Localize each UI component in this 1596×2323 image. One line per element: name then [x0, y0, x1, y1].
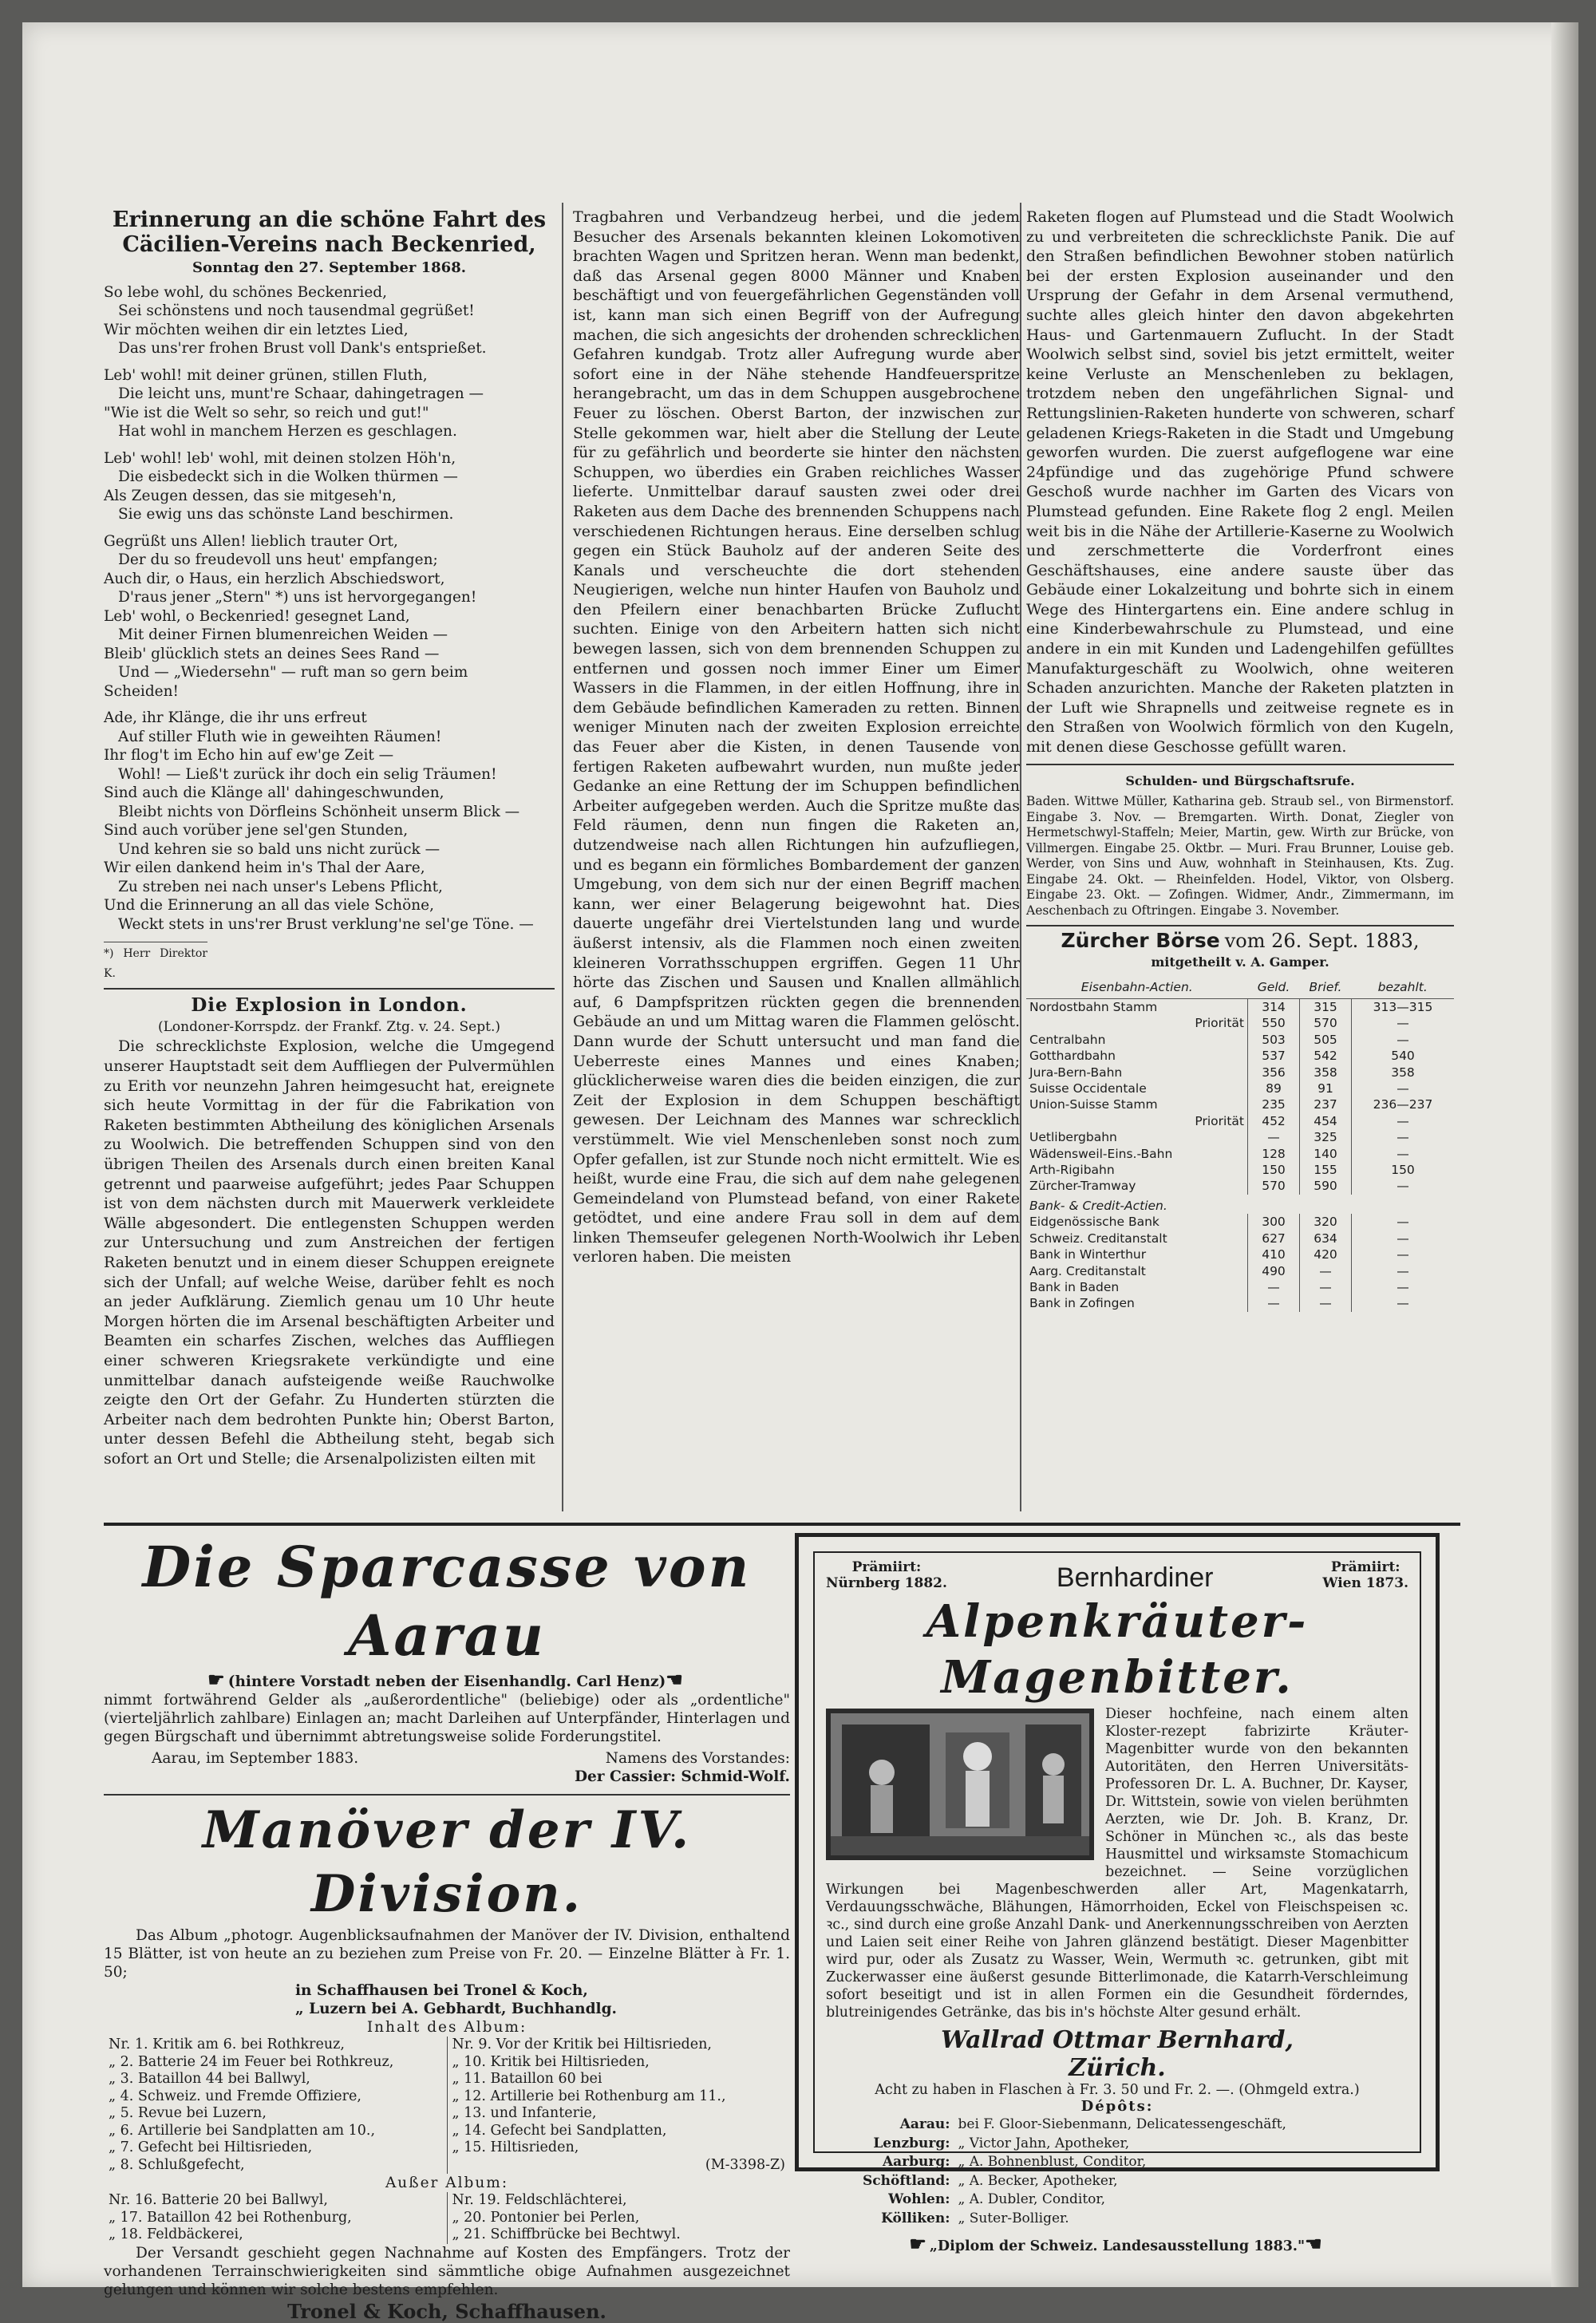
table-cell: 634	[1300, 1231, 1352, 1246]
table-cell: —	[1300, 1263, 1352, 1279]
stock-exchange-header	[1026, 931, 1454, 953]
stock-exchange-title: Zürcher Börse	[1061, 929, 1220, 953]
table-cell: 537	[1248, 1048, 1300, 1064]
table-cell: Zürcher-Tramway	[1029, 1179, 1136, 1194]
table-cell: 452	[1248, 1113, 1300, 1129]
table-cell: Union-Suisse Stamm	[1029, 1097, 1158, 1112]
article-title: Die Explosion in London.	[191, 994, 468, 1017]
list-item: Nr. 19. Feldschlächterei,	[452, 2192, 627, 2208]
list-item: „ 12. Artillerie bei Rothenburg am 11.,	[452, 2088, 726, 2104]
poem-line: Auch dir, o Haus, ein herzlich Abschiedswort,	[104, 570, 445, 587]
table-row	[1026, 1263, 1454, 1279]
article-source: (Londoner-Korrspdz. der Frankf. Ztg. v. 24. Sept.)	[158, 1018, 500, 1035]
table-cell: Centralbahn	[1029, 1032, 1106, 1047]
article-text-part-1: Die schrecklichste Explosion, welche die Umgegend unserer Hauptstadt seit dem Auffliegen der Pulvermühlen zu Erith vor neunzehn Jahren heimgesucht hat, ereignete sich heute Vormittag in der für die Fabrikation von Raketen bestimmten Abtheilung des königlichen Arsenals zu Woolwich. Die betreffenden Schuppen sind von den übrigen Theilen des Arsenals durch einen breiten Kanal getrennt und paarweise aufgeführt; jedes Paar Schuppen ist von dem nächsten durch mit Mauerwerk verkleidete Wälle abgesondert. Die entlegensten Schuppen werden zur Untersuchung und zum Anstreichen der fertigen Raketen benutzt und in einem dieser Schuppen ereignete sich der Unfall; auf welche Weise, darüber fehlt es noch an jeder Aufklärung. Ziemlich genau um 10 Uhr heute Morgen hörten die im Arsenal beschäftigten Arbeiter und Beamten ein scharfes Zischen, welches das Auffliegen einer schweren Kriegsrakete verkündigte und eine unmittelbar danach aufsteigende weiße Rauchwolke zeigte den Ort der Gefahr. Zu Hunderten stürzten die Arbeiter nach dem bedrohten Punkte hin; Oberst Barton, unter dessen Befehl die Abtheilung steht, begab sich sofort an Ort und Stelle; die Arsenalpolizisten eilten mit	[104, 1037, 555, 1468]
table-cell: 550	[1248, 1015, 1300, 1031]
table-cell: Bank in Zofingen	[1029, 1296, 1135, 1311]
table-cell: —	[1352, 1113, 1455, 1129]
manoeuvre-shop-1: in Schaffhausen bei Tronel & Koch,	[295, 1982, 588, 1999]
bitter-title: Alpenkräuter-Magenbitter.	[926, 1595, 1309, 1704]
table-row	[1026, 1129, 1454, 1145]
newspaper-page	[22, 22, 1578, 2323]
poem-stanza	[104, 709, 555, 934]
table-cell: 140	[1300, 1146, 1352, 1162]
depot-town: Schöftland:	[863, 2172, 950, 2189]
manoeuvre-footer: Der Versandt geschieht gegen Nachnahme auf Kosten des Empfängers. Trotz der vorhandenen Terrainschwierigkeiten sind sämmtliche obige Aufnahmen ausgezeichnet gelungen und können wir solche bestens empfehlen.	[104, 2244, 790, 2298]
col-header: Eisenbahn-Actien.	[1026, 977, 1248, 998]
table-cell: 570	[1300, 1015, 1352, 1031]
depot-shop: „ A. Dubler, Conditor,	[958, 2191, 1106, 2207]
poem-line: Mit deiner Firnen blumenreichen Weiden —	[118, 626, 448, 644]
table-row	[1026, 1032, 1454, 1048]
table-cell: Arth-Rigibahn	[1029, 1163, 1115, 1178]
manoeuvre-extra	[104, 2192, 790, 2244]
table-cell: 410	[1248, 1246, 1300, 1262]
table-cell: 155	[1300, 1162, 1352, 1178]
savings-bank-sign-row	[104, 1749, 790, 1768]
list-item: „ 10. Kritik bei Hiltisrieden,	[452, 2053, 650, 2070]
advert-savings-bank	[104, 1533, 790, 2321]
manoeuvre-contents	[104, 2037, 790, 2174]
savings-bank-address: ☛ (hintere Vorstadt neben der Eisenhandlg. Carl Henz)☚	[207, 1668, 683, 1691]
table-cell: Gotthardbahn	[1029, 1049, 1116, 1064]
table-cell: Suisse Occidentale	[1029, 1081, 1147, 1096]
table-row	[1026, 1231, 1454, 1246]
list-item: Nr. 9. Vor der Kritik bei Hiltisrieden,	[452, 2037, 712, 2052]
poem-line: Und — „Wiedersehn" — ruft man so gern beim	[118, 664, 468, 681]
list-item: „ 2. Batterie 24 im Feuer bei Rothkreuz,	[109, 2053, 394, 2070]
table-cell: 314	[1248, 999, 1300, 1016]
section-rule	[1026, 925, 1454, 926]
poem-line: Die leicht uns, munt're Schaar, dahingetragen —	[118, 385, 484, 403]
poem-line: Das uns'rer frohen Brust voll Dank's entsprießet.	[118, 340, 487, 358]
table-cell: 358	[1300, 1065, 1352, 1081]
stock-exchange-source: mitgetheilt v. A. Gamper.	[1151, 954, 1329, 970]
table-cell: Schweiz. Creditanstalt	[1029, 1231, 1167, 1246]
table-row	[1026, 1015, 1454, 1031]
poem-line: Leb' wohl! leb' wohl, mit deinen stolzen Höh'n,	[104, 449, 456, 467]
table-cell: —	[1352, 1015, 1455, 1031]
table-cell: 315	[1300, 999, 1352, 1016]
table-cell: 356	[1248, 1065, 1300, 1081]
list-item: Nr. 16. Batterie 20 bei Ballwyl,	[109, 2192, 328, 2208]
poem-line: Als Zeugen dessen, das sie mitgeseh'n,	[104, 487, 397, 504]
table-cell: 454	[1300, 1113, 1352, 1129]
poem-stanza	[104, 366, 555, 441]
poem-stanza	[104, 449, 555, 524]
table-cell: —	[1352, 1246, 1455, 1262]
advert-stomach-bitter-frame	[813, 1551, 1421, 2255]
table-cell: Nordostbahn Stamm	[1029, 1000, 1158, 1014]
poem-line: So lebe wohl, du schönes Beckenried,	[104, 283, 387, 301]
poem-line: Sind auch vorüber jene sel'gen Stunden,	[104, 822, 409, 840]
table-cell: 150	[1352, 1162, 1455, 1178]
depot-town: Wohlen:	[888, 2191, 950, 2207]
list-item: „ 3. Bataillon 44 bei Ballwyl,	[109, 2071, 310, 2087]
table-cell: 420	[1300, 1246, 1352, 1262]
bitter-text: Dieser hochfeine, nach einem alten Kloster-rezept fabrizirte Kräuter-Magenbitter wurde von den bekannten Autoritäten, den Herren Universitäts-Professoren Dr. L. A. Buchner, Dr. Kayser, Dr. Wittstein, sowie von vielen berühmten Aerzten, wie Dr. Joh. B. Kranz, Dr. Schöner in München ꝛc., als das beste Hausmittel und wirksamste Stomachicum bezeichnet. — Seine vorzüglichen Wirkungen bei Magenbeschwerden aller Art, Magenkatarrh, Verdauungsschwäche, Blähungen, Hämorrhoiden, Eckel von Fleischspeisen ꝛc. ꝛc., sind durch eine große Anzahl Dank- und Anerkennungsschreiben von Aerzten und Laien seit einer Reihe von Jahren glänzend bestätigt. Dieser Magenbitter wird pur, oder als Zusatz zu Wasser, Wein, Wermuth ꝛc. getrunken, gibt mit Zuckerwasser eine äußerst gesunde Bitterlimonade, die Katarrh-Verschleimung sofort beseitigt und ist in allen Formen ein die Gesundheit förderndes, blutreinigendes Getränke, das bis in's höchste Alter gesund erhält.	[826, 1706, 1408, 2021]
table-cell: —	[1248, 1129, 1300, 1145]
poem-date: Sonntag den 27. September 1868.	[192, 259, 466, 276]
depot-row	[859, 2135, 1290, 2153]
table-cell: —	[1352, 1231, 1455, 1246]
table-cell: Bank in Baden	[1029, 1279, 1120, 1294]
table-cell: —	[1300, 1295, 1352, 1311]
table-cell: 590	[1300, 1178, 1352, 1194]
depot-town: Aarau:	[899, 2116, 950, 2132]
poem-line: Sei schönstens und noch tausendmal gegrüßet!	[118, 302, 475, 320]
table-row	[1026, 1162, 1454, 1178]
table-cell: 236—237	[1352, 1096, 1455, 1112]
table-cell: Bank in Winterthur	[1029, 1247, 1147, 1262]
monastery-woodcut-image	[826, 1709, 1094, 1860]
column-rule-2	[1020, 203, 1021, 1511]
col-header: bezahlt.	[1352, 977, 1455, 998]
poem-line: Ihr flog't im Echo hin auf ew'ge Zeit —	[104, 747, 394, 764]
table-cell: 627	[1248, 1231, 1300, 1246]
poem-line: Auf stiller Fluth wie in geweihten Räumen!	[118, 728, 442, 745]
bitter-brand: Bernhardiner	[1056, 1562, 1214, 1593]
table-cell: Uetlibergbahn	[1029, 1130, 1117, 1145]
savings-bank-cashier: Der Cassier: Schmid-Wolf.	[574, 1768, 790, 1785]
list-item: „ 17. Bataillon 42 bei Rothenburg,	[109, 2209, 352, 2226]
table-cell: 542	[1300, 1048, 1352, 1064]
table-cell: 505	[1300, 1032, 1352, 1048]
depot-row	[859, 2116, 1290, 2134]
table-cell: —	[1352, 1032, 1455, 1048]
list-item: „ 11. Bataillon 60 bei	[452, 2071, 602, 2087]
table-row	[1026, 1096, 1454, 1112]
award-left-label: Prämiirt:	[851, 1559, 922, 1575]
table-cell: —	[1352, 1178, 1455, 1194]
depot-shop: „ Suter-Bolliger.	[958, 2210, 1069, 2226]
table-cell: 325	[1300, 1129, 1352, 1145]
table-cell: 320	[1300, 1214, 1352, 1230]
table-cell: —	[1352, 1146, 1455, 1162]
award-right	[1322, 1559, 1408, 1591]
poem-line: Gegrüßt uns Allen! lieblich trauter Ort,	[104, 532, 398, 550]
advert-stomach-bitter	[795, 1533, 1440, 2255]
table-row	[1026, 1113, 1454, 1129]
table-cell: —	[1300, 1279, 1352, 1295]
section-rule	[104, 988, 555, 990]
manoeuvre-extra-title: Außer Album:	[385, 2175, 509, 2191]
table-cell: 313—315	[1352, 999, 1455, 1016]
list-item: (M-3398-Z)	[705, 2156, 785, 2173]
poem-line: Und kehren sie so bald uns nicht zurück —	[118, 840, 440, 858]
table-row	[1026, 1065, 1454, 1081]
depot-town: Aarburg:	[882, 2154, 950, 2170]
poem-stanza	[104, 532, 555, 701]
table-cell: Eidgenössische Bank	[1029, 1215, 1159, 1230]
list-item: „ 20. Pontonier bei Perlen,	[452, 2209, 640, 2226]
poem-line: Scheiden!	[104, 682, 179, 700]
poem-line: Weckt stets in uns'rer Brust verklung'ne sel'ge Töne. —	[118, 915, 534, 933]
depot-list	[858, 2115, 1291, 2229]
list-item: „ 4. Schweiz. und Fremde Offiziere,	[109, 2088, 361, 2104]
poem-line: Sie ewig uns das schönste Land beschirmen.	[118, 506, 454, 523]
poem-title-line-2: Cäcilien-Vereins nach Beckenried,	[122, 232, 536, 257]
list-item: „ 13. und Infanterie,	[452, 2105, 597, 2121]
table-cell: 128	[1248, 1146, 1300, 1162]
award-right-place: Wien 1873.	[1322, 1575, 1408, 1591]
list-item: „ 5. Revue bei Luzern,	[109, 2105, 267, 2121]
list-item: „ 6. Artillerie bei Sandplatten am 10.,	[109, 2122, 376, 2139]
depot-shop: „ A. Bohnenblust, Conditor,	[958, 2154, 1147, 2170]
manoeuvre-intro: Das Album „photogr. Augenblicksaufnahmen der Manöver der IV. Division, enthaltend 15 Blätter, ist von heute an zu beziehen zum Preise von Fr. 20. — Einzelne Blätter à Fr. 1. 50;	[104, 1927, 790, 1981]
list-item: Nr. 1. Kritik am 6. bei Rothkreuz,	[109, 2037, 345, 2052]
poem-title-line-1: Erinnerung an die schöne Fahrt des	[112, 207, 547, 232]
depot-row	[859, 2154, 1290, 2171]
poem-line: Wir möchten weihen dir ein letztes Lied,	[104, 321, 409, 338]
debt-notice-title: Schulden- und Bürgschaftsrufe.	[1125, 772, 1355, 788]
depot-row	[859, 2210, 1290, 2228]
pointing-hand-icon: ☛	[909, 2232, 926, 2255]
poem-line: Bleibt nichts von Dörfleins Schönheit unserm Blick —	[118, 803, 520, 820]
poem-line: Wohl! — Ließ't zurück ihr doch ein selig Träumen!	[118, 765, 497, 783]
award-left	[826, 1559, 947, 1591]
table-row	[1026, 1214, 1454, 1230]
table-row	[1026, 1146, 1454, 1162]
article-text-part-2: Tragbahren und Verbandzeug herbei, und die jedem Besucher des Arsenals bekannten kleinen Lokomotiven brachten Wagen und Spritzen heran. Wenn man bedenkt, daß das Arsenal gegen 8000 Männer und Knaben beschäftigt und von feuergefährlichen Gegenständen voll ist, kann man sich einen Begriff von der Aufregung machen, die sich angesichts der drohenden schrecklichen Gefahren kundgab. Trotz aller Aufregung wurde aber sofort eine in der Nähe stehende Handfeuerspritze herangebracht, um das in dem Schuppen ausgebrochene Feuer zu löschen. Oberst Barton, der inzwischen zur Stelle gekommen war, hielt aber die Stellung der Leute für zu gefährlich und beorderte sie hinter den nächsten Schuppen, wo überdies ein Graben reichliches Wasser lieferte. Unmittelbar darauf sausten zwei oder drei Raketen aus dem Dache des brennenden Schuppens nach verschiedenen Richtungen heraus. Eine derselben schlug gegen ein Stück Bauholz auf der anderen Seite des Kanals und verscheuchte die dort stehenden Neugierigen, welche nun hinter Haufen von Bauholz und den Pfeilern einer benachbarten Brücke Zuflucht suchten. Einige von den Arbeitern hatten sich nicht bewegen lassen, sich von dem brennenden Schuppen zu entfernen und gossen noch immer Einer um Eimer Wassers in die Flammen, in der eitlen Hoffnung, ihre in dem Gebäude befindlichen Kameraden zu retten. Binnen weniger Minuten nach der zweiten Explosion erreichte das Feuer aber die Kisten, in denen Tausende von fertigen Raketen aufbewahrt wurden, nun mußte jeder Gedanke an eine Rettung der im Schuppen befindlichen Arbeiter aufgegeben werden. Auch die Spritze mußte das Feld räumen, denn nun fingen die Raketen an, dutzendweise nach allen Richtungen hin aufzufliegen, und es begann ein förmliches Bombardement der ganzen Umgebung, von dem sich nur der einen Begriff machen kann, wer einer Belagerung beigewohnt hat. Dies dauerte ungefähr drei Viertelstunden lang und wurde äußerst intensiv, als die Flammen noch einen zweiten kleineren Vorrathsschuppen ergriffen. Gegen 11 Uhr hörte das Zischen und Sausen und Knallen allmählich auf, 6 Dampfspritzen rückten gegen die brennenden Gebäude an und um Mittag waren die Flammen gelöscht. Dann wurde der Schutt untersucht und man fand die Ueberreste eines Mannes und eines Knaben; glücklicherweise waren dies die beiden einzigen, die zur Zeit der Explosion in dem Schuppen beschäftigt gewesen. Der Leichnam des Mannes war schrecklich verstümmelt. Wie viel Menschenleben sonst noch zum Opfer gefallen, ist zur Stunde noch nicht ermittelt. Wie es heißt, wurde eine Frau, die sich auf dem nahe gelegenen Gemeindeland von Plumstead befand, von einer Rakete getödtet, und eine andere Frau soll in dem auf dem linken Themseufer gelegenen North-Woolwich ihr Leben verloren haben. Die meisten	[573, 208, 1020, 1266]
table-cell: 358	[1352, 1065, 1455, 1081]
table-cell: 150	[1248, 1162, 1300, 1178]
table-cell: —	[1352, 1214, 1455, 1230]
article-text-part-3: Raketen flogen auf Plumstead und die Stadt Woolwich zu und verbreiteten die schrecklichste Panik. Die auf den Straßen befindlichen Bewohner stoben natürlich bei der ersten Explosion auseinander und den Ursprung der Gefahr in dem Arsenal vermuthend, suchte alles gleich hinter den davon abgekehrten Haus- und Gartenmauern Zuflucht. In der Stadt Woolwich selbst sind, soviel bis jetzt ermittelt, weiter keine Verluste an Menschenleben zu beklagen, trotzdem neben den ungefährlichen Signal- und Rettungslinien-Raketen hunderte von schweren, scharf geladenen Kriegs-Raketen in die Stadt und Umgebung geworfen wurden. Die zuerst aufgeflogene war eine 24pfündige und das zugehörige Pfund schwere Geschoß wurde nachher im Garten des Vicars von Plumstead gefunden. Eine Rakete flog 2 engl. Meilen weit bis in die Nähe der Artillerie-Kaserne zu Woolwich und zerschmetterte die Vorderfront eines Geschäftshauses, eine andere sauste über das Gebäude einer Lokalzeitung und bohrte sich in einem Wege des Hintergartens ein. Eine andere schlug in eine Kinderbewahrschule zu Plumstead, und eine andere in ein mit Kunden und Ladengehilfen gefülltes Manufakturgeschäft zu Woolwich, ohne weiteren Schaden anzurichten. Manche der Raketen platzten in der Luft wie Shrapnells und zeitweise regnete es in den Straßen von Woolwich förmlich von den Kugeln, mit denen diese Geschosse gefüllt waren.	[1026, 208, 1454, 757]
section-rule	[1026, 764, 1454, 765]
column-3	[1026, 207, 1454, 1312]
poem-line: Sind auch die Klänge all' dahingeschwunden,	[104, 784, 444, 802]
table-cell: —	[1248, 1279, 1300, 1295]
column-1	[104, 207, 555, 1469]
table-cell: 89	[1248, 1081, 1300, 1096]
bank-section-header: Bank- & Credit-Actien.	[1029, 1198, 1167, 1213]
poem-line: Leb' wohl, o Beckenried! gesegnet Land,	[104, 607, 410, 625]
table-row	[1026, 1178, 1454, 1194]
depot-row	[859, 2173, 1290, 2191]
depot-row	[859, 2191, 1290, 2209]
poem-stanza	[104, 283, 555, 358]
award-left-place: Nürnberg 1882.	[826, 1575, 947, 1591]
table-row	[1026, 999, 1454, 1016]
table-cell: 503	[1248, 1032, 1300, 1048]
stock-exchange-date: vom 26. Sept. 1883,	[1224, 930, 1420, 953]
table-cell: —	[1352, 1295, 1455, 1311]
table-cell: —	[1352, 1129, 1455, 1145]
list-item: „ 15. Hiltisrieden,	[452, 2139, 579, 2155]
bitter-maker: Wallrad Ottmar Bernhard,	[941, 2026, 1294, 2054]
depot-shop: „ Victor Jahn, Apotheker,	[958, 2135, 1130, 2151]
column-rule-1	[562, 203, 563, 1511]
table-cell: Priorität	[1195, 1113, 1244, 1128]
stock-table	[1026, 977, 1454, 1311]
poem-line: Die eisbedeckt sich in die Wolken thürmen —	[118, 468, 458, 486]
list-item: „ 21. Schiffbrücke bei Bechtwyl.	[452, 2226, 681, 2242]
table-row	[1026, 1246, 1454, 1262]
table-cell: 91	[1300, 1081, 1352, 1096]
table-cell: 490	[1248, 1263, 1300, 1279]
table-row	[1026, 1048, 1454, 1064]
list-item: „ 14. Gefecht bei Sandplatten,	[452, 2122, 667, 2139]
col-header: Brief.	[1300, 977, 1352, 998]
depot-town: Kölliken:	[881, 2210, 950, 2226]
page-edge-shadow	[1551, 22, 1578, 2287]
table-cell: 540	[1352, 1048, 1455, 1064]
poem-line: Bleib' glücklich stets an deines Sees Rand —	[104, 645, 440, 662]
pointing-hand-icon: ☚	[1305, 2232, 1322, 2255]
bitter-header	[826, 1559, 1408, 1594]
table-cell: —	[1248, 1295, 1300, 1311]
table-cell: —	[1352, 1081, 1455, 1096]
advert-divider	[104, 1523, 1460, 1526]
manoeuvre-signature: Tronel & Koch, Schaffhausen.	[287, 2299, 606, 2323]
savings-bank-text: nimmt fortwährend Gelder als „außerordentliche" (beliebige) oder als „ordentliche" (vierteljährlich zahlbare) Einlagen an; macht Darleihen auf Unterpfänder, Hinterlagen und gegen Bürgschaft und übernimmt abtretungsweise solide Forderungstitel.	[104, 1692, 790, 1745]
poem-line: Zu streben nei nach unser's Lebens Pflicht,	[118, 878, 443, 895]
debt-notice-text: Baden. Wittwe Müller, Katharina geb. Straub sel., von Birmenstorf. Eingabe 3. Nov. — Bremgarten. Wirth. Donat, Ziegler von Hermetschwyl-Staffeln; Meier, Martin, gew. Wirth zur Brücke, von Villmergen. Eingabe 25. Oktbr. — Muri. Frau Brunner, Louise geb. Werder, von Sins und Auw, wohnhaft in Steinhausen, Kts. Zug. Eingabe 24. Okt. — Rheinfelden. Hodel, Viktor, von Olsberg. Eingabe 23. Okt. — Zofingen. Widmer, Andr., Zimmermann, im Aeschenbach zu Oftringen. Eingabe 3. November.	[1026, 794, 1454, 918]
diploma-line: ☛ „Diplom der Schweiz. Landesausstellung 1883."☚	[909, 2232, 1322, 2255]
bitter-price: Acht zu haben in Flaschen à Fr. 3. 50 und Fr. 2. —. (Ohmgeld extra.)	[875, 2082, 1360, 2098]
poem-line: Wir eilen dankend heim in's Thal der Aare,	[104, 859, 425, 877]
table-cell: Jura-Bern-Bahn	[1029, 1065, 1123, 1080]
table-cell: 237	[1300, 1096, 1352, 1112]
table-cell: —	[1352, 1263, 1455, 1279]
col-header: Geld.	[1248, 977, 1300, 998]
table-cell: Aarg. Creditanstalt	[1029, 1263, 1146, 1278]
list-item: „ 7. Gefecht bei Hiltisrieden,	[109, 2139, 313, 2155]
table-row	[1026, 1279, 1454, 1295]
manoeuvre-title: Manöver der IV. Division.	[202, 1800, 692, 1924]
savings-bank-board: Namens des Vorstandes:	[605, 1750, 790, 1767]
table-row	[1026, 1295, 1454, 1311]
table-cell: Wädensweil-Eins.-Bahn	[1029, 1146, 1173, 1161]
poem-line: Hat wohl in manchem Herzen es geschlagen.	[118, 423, 457, 441]
poem-line: "Wie ist die Welt so sehr, so reich und gut!"	[104, 404, 429, 421]
table-row	[1026, 1081, 1454, 1096]
table-cell: 300	[1248, 1214, 1300, 1230]
poem-footnote: *) Herr Direktor K.	[104, 942, 207, 983]
pointing-hand-icon: ☚	[666, 1668, 683, 1691]
list-item: „ 18. Feldbäckerei,	[109, 2226, 243, 2242]
table-cell: Priorität	[1195, 1016, 1244, 1031]
column-2	[573, 207, 1020, 1267]
pointing-hand-icon: ☛	[207, 1668, 225, 1691]
list-item: „ 8. Schlußgefecht,	[109, 2156, 245, 2173]
award-right-label: Prämiirt:	[1330, 1559, 1400, 1575]
manoeuvre-shop-2: „ Luzern bei A. Gebhardt, Buchhandlg.	[295, 2001, 617, 2017]
manoeuvre-contents-title: Inhalt des Album:	[366, 2019, 527, 2036]
depot-town: Lenzburg:	[873, 2135, 950, 2151]
depot-shop: „ A. Becker, Apotheker,	[958, 2172, 1118, 2189]
poem-line: Ade, ihr Klänge, die ihr uns erfreut	[104, 709, 367, 727]
poem	[104, 283, 555, 934]
poem-line: Der du so freudevoll uns heut' empfangen;	[118, 551, 438, 569]
savings-bank-place-date: Aarau, im September 1883.	[152, 1750, 359, 1767]
bitter-city: Zürich.	[1069, 2054, 1166, 2082]
poem-line: Leb' wohl! mit deiner grünen, stillen Fluth,	[104, 366, 428, 384]
table-cell: 235	[1248, 1096, 1300, 1112]
depot-shop: bei F. Gloor-Siebenmann, Delicatessengeschäft,	[958, 2116, 1286, 2132]
depots-title: Dépôts:	[1080, 2098, 1154, 2115]
table-cell: —	[1352, 1279, 1455, 1295]
section-rule	[104, 1794, 790, 1796]
poem-line: D'raus jener „Stern" *) uns ist hervorgegangen!	[118, 589, 477, 606]
savings-bank-title: Die Sparcasse von Aarau	[142, 1534, 752, 1669]
poem-line: Und die Erinnerung an all das viele Schöne,	[104, 897, 434, 915]
table-cell: 570	[1248, 1178, 1300, 1194]
